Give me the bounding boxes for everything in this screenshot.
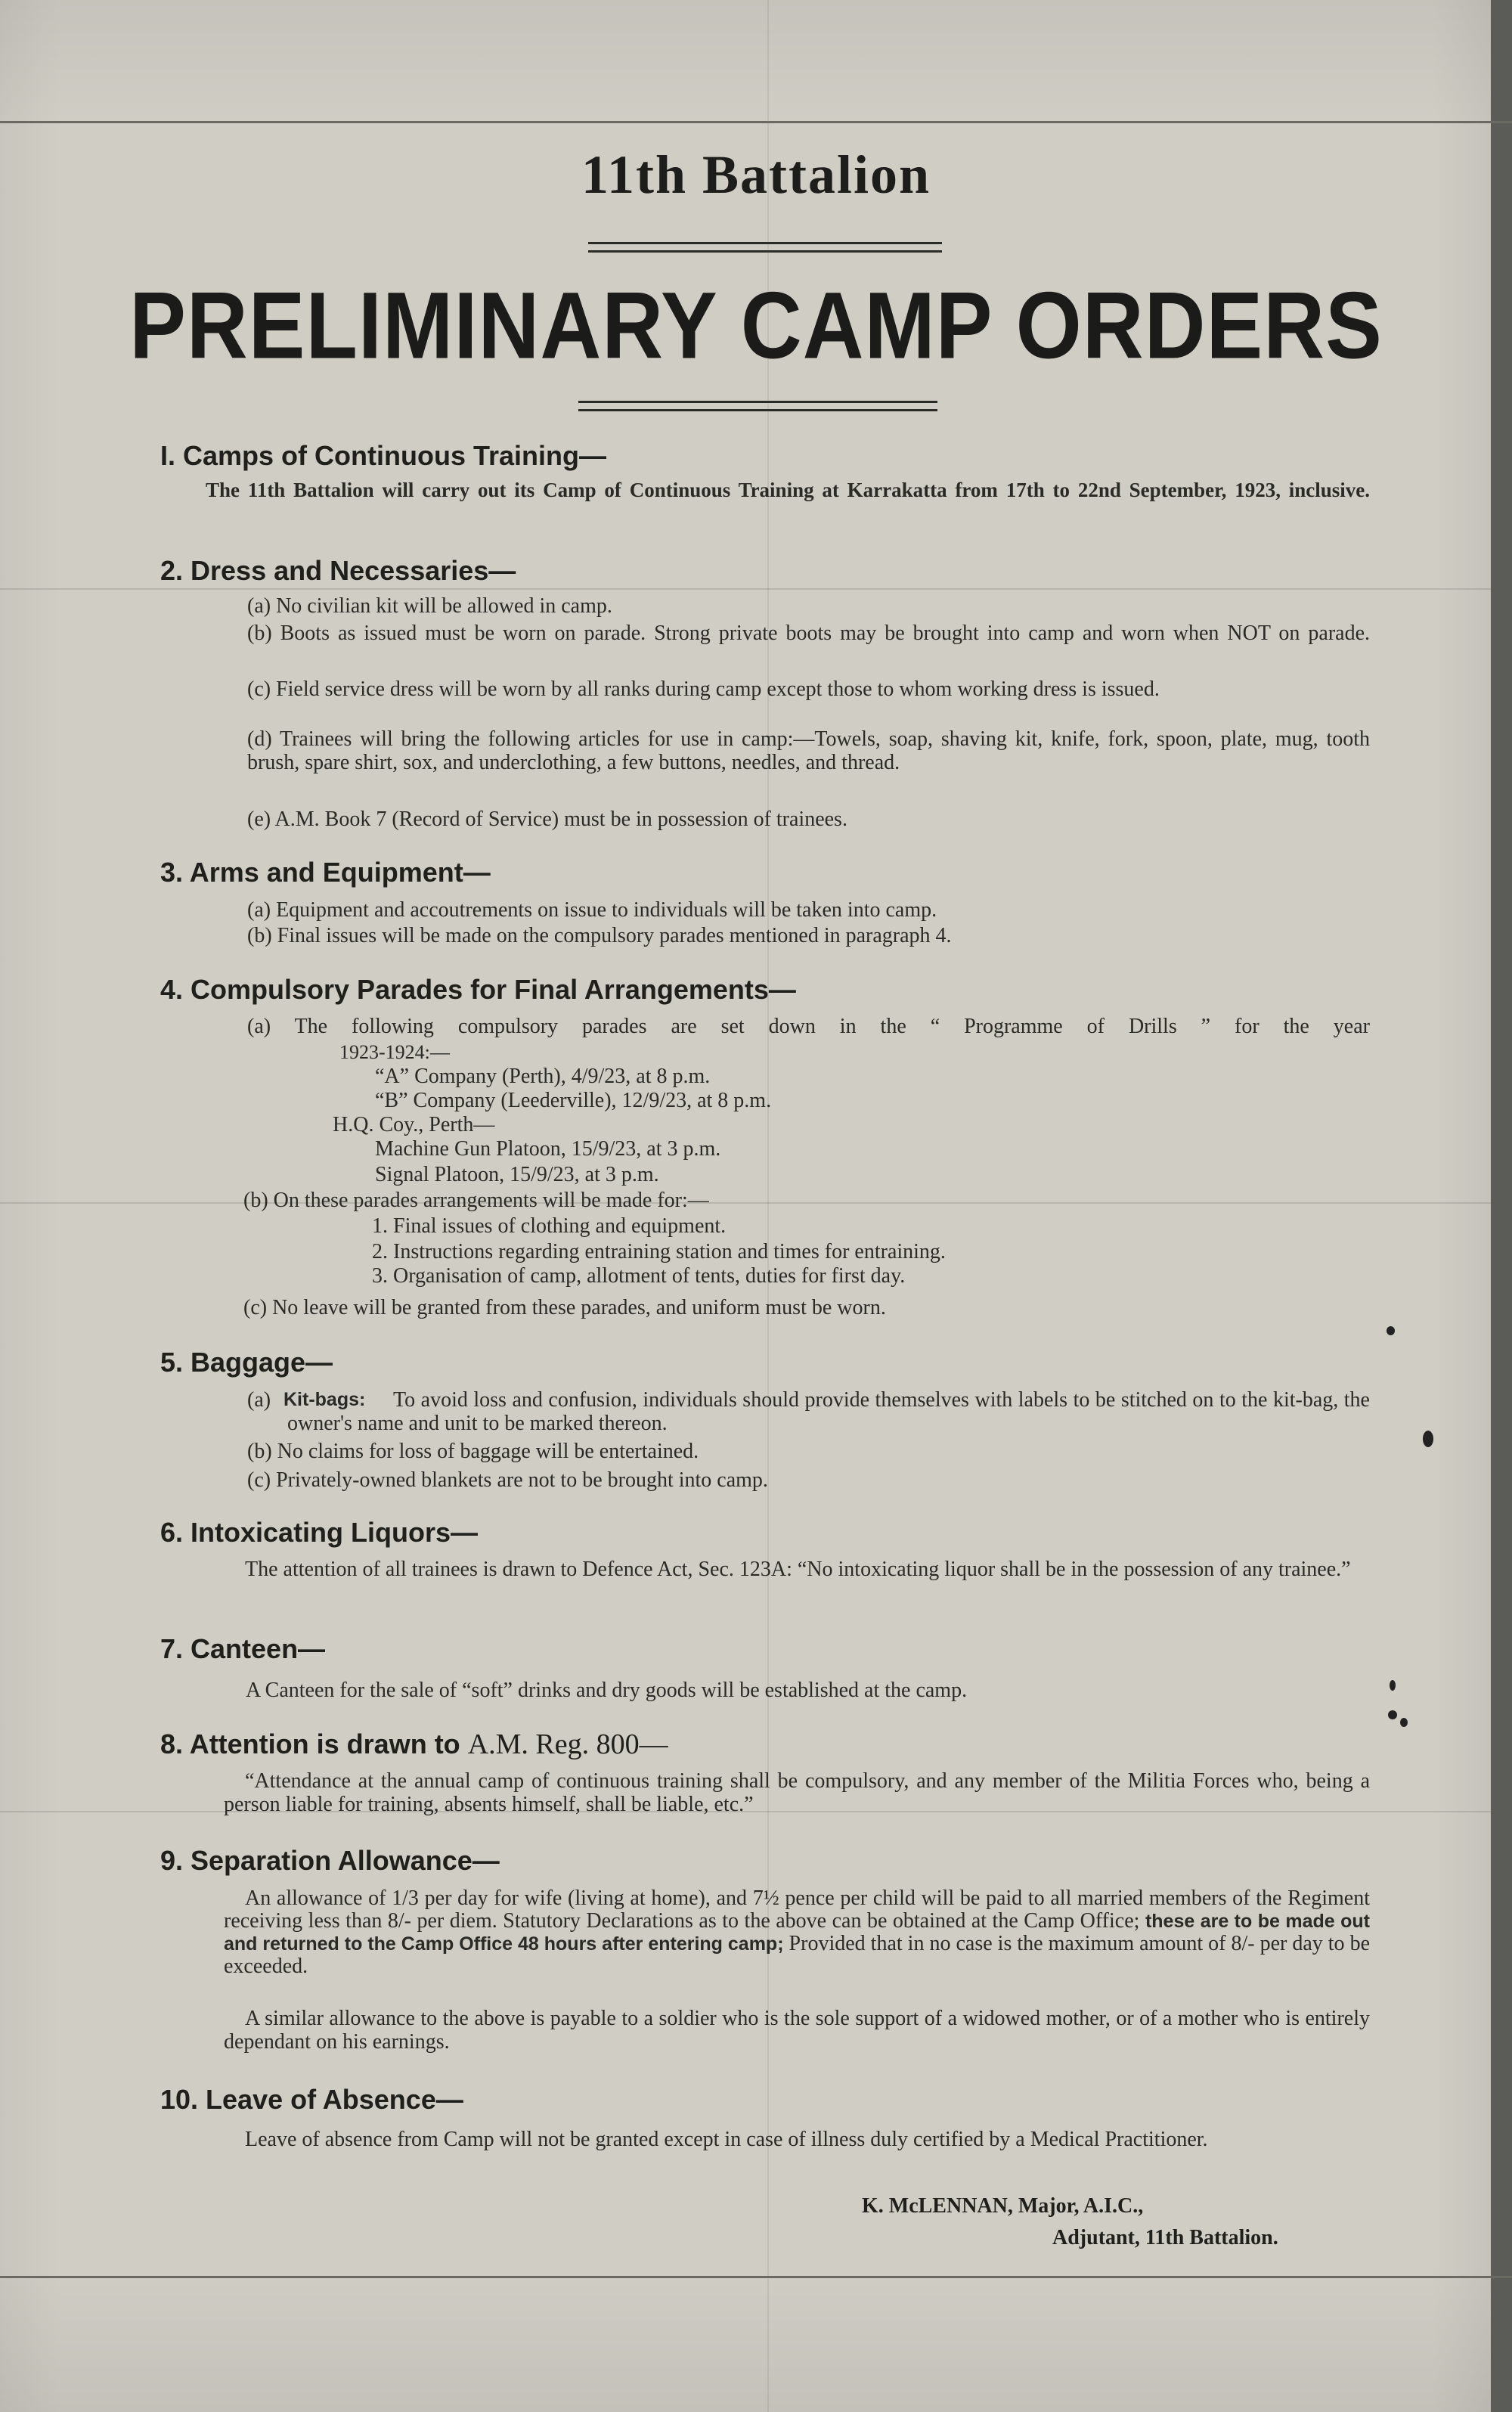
- ink-spot: [1387, 1326, 1395, 1335]
- list-item: (b) Final issues will be made on the compulsory parades mentioned in paragraph 4.: [247, 924, 952, 947]
- list-item: (a) Equipment and accoutrements on issue to individuals will be taken into camp.: [247, 898, 937, 922]
- list-item: [287, 1388, 1370, 1435]
- regulation-reference: A.M. Reg. 800—: [467, 1728, 668, 1760]
- list-item-label: Kit-bags:: [284, 1389, 366, 1410]
- list-item: Signal Platoon, 15/9/23, at 3 p.m.: [375, 1163, 659, 1186]
- section-body-emphasis: these are to be made out and returned to the Camp Office 48 hours after entering camp;: [224, 1911, 1370, 1955]
- signature-title: Adjutant, 11th Battalion.: [1052, 2226, 1278, 2249]
- fold-crease: [0, 588, 1491, 590]
- list-item: (e) A.M. Book 7 (Record of Service) must be in possession of trainees.: [247, 808, 847, 831]
- list-item: 2. Instructions regarding entraining station and times for entraining.: [372, 1240, 946, 1263]
- list-item: “B” Company (Leederville), 12/9/23, at 8 p.m.: [375, 1089, 772, 1112]
- ink-spot: [1388, 1710, 1397, 1719]
- list-item-label: (a): [247, 1388, 271, 1412]
- top-border-rule: [0, 121, 1512, 123]
- section-heading: 6. Intoxicating Liquors—: [160, 1517, 479, 1548]
- list-item-text: To avoid loss and confusion, individuals should provide themselves with labels to be stitched on to the kit-bag, the owner's name and unit to be marked thereon.: [287, 1388, 1370, 1435]
- section-heading-text: 8. Attention is drawn to: [160, 1728, 460, 1759]
- list-item: (a) The following compulsory parades are set down in the “ Programme of Drills ” for the year: [247, 1015, 1370, 1038]
- battalion-heading: 11th Battalion: [581, 144, 931, 205]
- list-item: 1923-1924:—: [339, 1041, 450, 1063]
- list-item: H.Q. Coy., Perth—: [333, 1113, 495, 1136]
- section-body: Leave of absence from Camp will not be granted except in case of illness duly certified by a Medical Practitioner.: [245, 2128, 1208, 2151]
- list-item: [247, 622, 1370, 645]
- section-heading: 10. Leave of Absence—: [160, 2084, 463, 2115]
- section-heading: I. Camps of Continuous Training—: [160, 440, 606, 471]
- section-body: The 11th Battalion will carry out its Camp of Continuous Training at Karrakatta from 17th to 22nd September, 1923, inclusive.: [206, 479, 1370, 501]
- section-heading: [160, 1728, 668, 1761]
- double-rule: [578, 401, 937, 411]
- list-item: Machine Gun Platoon, 15/9/23, at 3 p.m.: [375, 1137, 721, 1161]
- section-body-text: Provided that in no case is the maximum amount of 8/- per day to be exceeded.: [224, 1932, 1370, 1978]
- list-item: “A” Company (Perth), 4/9/23, at 8 p.m.: [375, 1065, 711, 1088]
- list-item: (b) On these parades arrangements will be made for:—: [243, 1189, 709, 1212]
- section-heading: 7. Canteen—: [160, 1633, 326, 1664]
- ink-spot: [1400, 1718, 1408, 1727]
- list-item: (c) Privately-owned blankets are not to be brought into camp.: [247, 1468, 768, 1492]
- section-body: [224, 1887, 1370, 1978]
- list-item-text: (b) Boots as issued must be worn on parade. Strong private boots may be brought into camp and worn when NOT on parade.: [247, 622, 1370, 645]
- double-rule: [588, 242, 942, 253]
- list-item: 3. Organisation of camp, allotment of tents, duties for first day.: [372, 1264, 906, 1288]
- list-item: (b) No claims for loss of baggage will be entertained.: [247, 1440, 699, 1463]
- section-body-text: An allowance of 1/3 per day for wife (living at home), and 7½ pence per child will be paid to all married members of the Regiment receiving less than 8/- per diem. Statutory Declarations as to the above can be obtained at the Camp Office;: [224, 1887, 1370, 1933]
- list-item: (d) Trainees will bring the following articles for use in camp:—Towels, soap, shaving kit, knife, fork, spoon, plate, mug, tooth brush, spare shirt, sox, and underclothing, a few buttons, needles, and thread.: [247, 727, 1370, 774]
- section-heading: 5. Baggage—: [160, 1347, 333, 1378]
- list-item: (a) No civilian kit will be allowed in camp.: [247, 594, 612, 618]
- ink-spot: [1423, 1431, 1433, 1447]
- ink-spot: [1390, 1680, 1396, 1691]
- section-heading: 4. Compulsory Parades for Final Arrangements—: [160, 974, 796, 1005]
- section-body: A similar allowance to the above is payable to a soldier who is the sole support of a widowed mother, or of a mother who is entirely dependant on his earnings.: [224, 2007, 1370, 2054]
- section-heading: 2. Dress and Necessaries—: [160, 555, 516, 586]
- page-title: PRELIMINARY CAMP ORDERS: [129, 272, 1383, 379]
- section-body: The attention of all trainees is drawn to Defence Act, Sec. 123A: “No intoxicating liquor shall be in the possession of any trainee.”: [245, 1558, 1351, 1581]
- list-item: (c) Field service dress will be worn by all ranks during camp except those to whom working dress is issued.: [247, 677, 1160, 701]
- section-heading: 3. Arms and Equipment—: [160, 857, 491, 888]
- signature-name: K. McLENNAN, Major, A.I.C.,: [862, 2194, 1144, 2218]
- bottom-border-rule: [0, 2276, 1512, 2278]
- fold-crease: [0, 1202, 1491, 1204]
- list-item: (c) No leave will be granted from these parades, and uniform must be worn.: [243, 1296, 886, 1319]
- section-body: “Attendance at the annual camp of continuous training shall be compulsory, and any member of the Militia Forces who, being a person liable for training, absents himself, shall be liable, etc.”: [224, 1769, 1370, 1816]
- section-heading: 9. Separation Allowance—: [160, 1845, 500, 1876]
- section-body: A Canteen for the sale of “soft” drinks and dry goods will be established at the camp.: [246, 1679, 968, 1702]
- list-item: 1. Final issues of clothing and equipment.: [372, 1214, 727, 1238]
